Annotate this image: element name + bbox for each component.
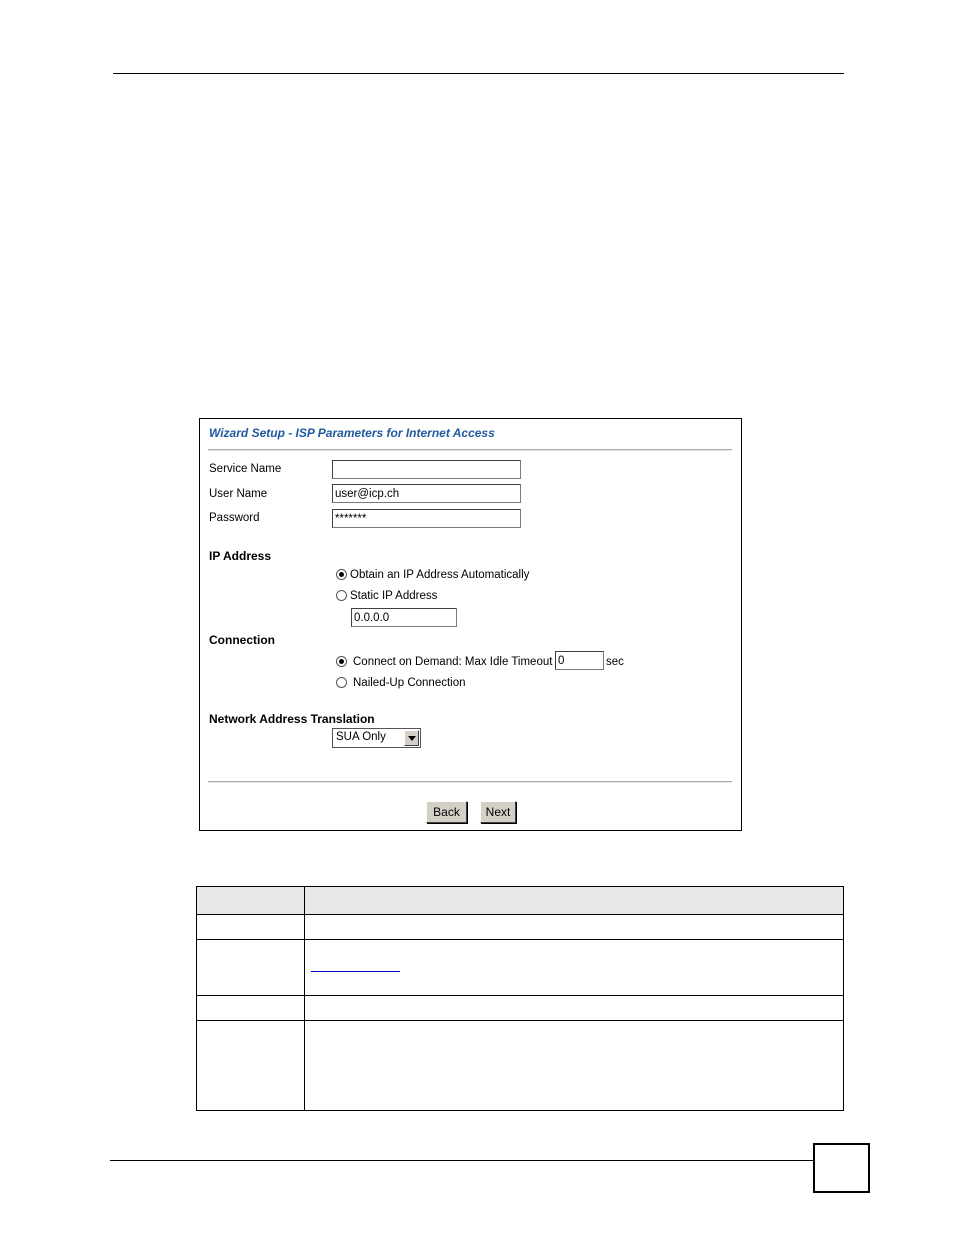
table-cell <box>197 940 305 996</box>
password-input[interactable] <box>332 509 521 528</box>
user-name-input[interactable] <box>332 484 521 503</box>
service-name-label: Service Name <box>209 463 282 475</box>
table-cell <box>197 915 305 940</box>
connect-on-demand-radio[interactable] <box>336 656 347 667</box>
page-number-box <box>813 1143 870 1193</box>
back-button[interactable]: Back <box>426 801 467 823</box>
timeout-unit: sec <box>606 656 624 668</box>
table-row <box>197 915 844 940</box>
wizard-panel <box>199 418 742 831</box>
table-cell <box>305 940 844 996</box>
table-cell <box>197 996 305 1021</box>
table-row <box>197 1021 844 1111</box>
ip-address-heading: IP Address <box>209 549 272 563</box>
table-row <box>197 996 844 1021</box>
table-cell <box>197 1021 305 1111</box>
static-ip-input[interactable] <box>351 608 457 627</box>
table-row <box>197 940 844 996</box>
table-header-cell <box>305 887 844 915</box>
chevron-down-icon[interactable] <box>404 730 419 746</box>
header-rule <box>113 73 844 74</box>
service-name-input[interactable] <box>332 460 521 479</box>
footer-rule <box>110 1160 814 1161</box>
ip-static-radio[interactable] <box>336 590 347 601</box>
user-name-label: User Name <box>209 488 268 500</box>
footer-separator <box>208 781 732 783</box>
idle-timeout-input[interactable] <box>555 651 604 670</box>
ip-auto-radio[interactable] <box>336 569 347 580</box>
nat-heading: Network Address Translation <box>209 712 375 726</box>
field-description-table <box>196 886 844 1111</box>
ip-static-label: Static IP Address <box>350 590 438 602</box>
nailed-up-label: Nailed-Up Connection <box>353 677 466 689</box>
password-label: Password <box>209 512 260 524</box>
ip-auto-label: Obtain an IP Address Automatically <box>350 569 530 581</box>
table-cell <box>305 996 844 1021</box>
cross-reference-link[interactable] <box>311 971 400 972</box>
wizard-title: Wizard Setup - ISP Parameters for Internet Access <box>209 426 495 440</box>
nat-select[interactable] <box>332 728 421 748</box>
table-cell <box>305 1021 844 1111</box>
next-button[interactable]: Next <box>480 801 516 823</box>
nailed-up-radio[interactable] <box>336 677 347 688</box>
connect-on-demand-label: Connect on Demand: Max Idle Timeout <box>353 656 553 668</box>
title-separator <box>208 449 732 451</box>
table-header-row <box>197 887 844 915</box>
nat-select-value: SUA Only <box>336 731 386 743</box>
table-header-cell <box>197 887 305 915</box>
connection-heading: Connection <box>209 633 275 647</box>
table-cell <box>305 915 844 940</box>
